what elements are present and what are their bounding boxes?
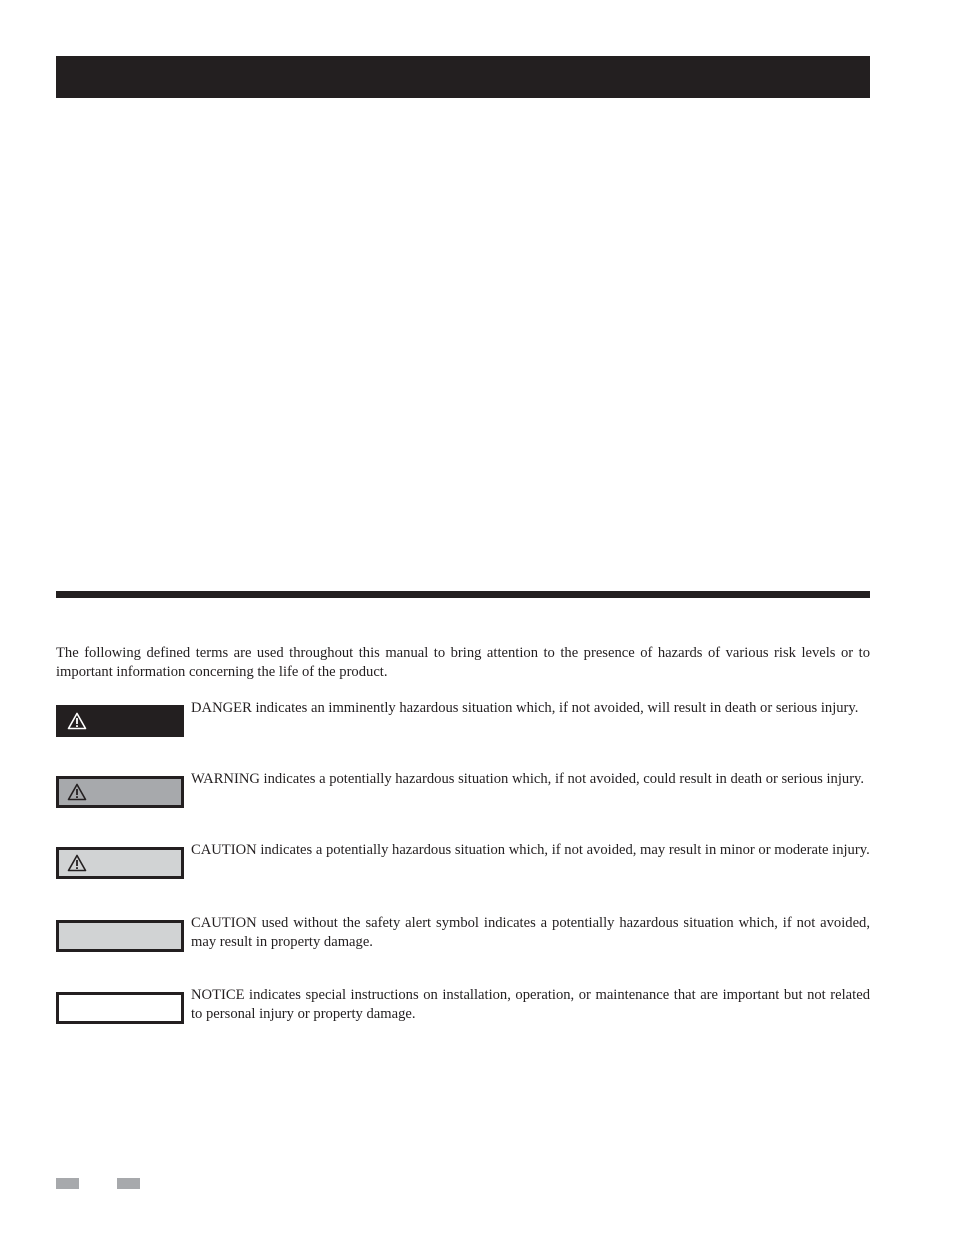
hazard-row-danger xyxy=(56,700,870,749)
notice-description: NOTICE indicates special instructions on installation, operation, or maintenance that are important but not related to personal injury or property damage. xyxy=(191,987,870,1022)
warning-description: WARNING indicates a potentially hazardous situation which, if not avoided, could result in death or serious injury. xyxy=(191,771,865,787)
footer-marker-left xyxy=(56,1178,79,1189)
danger-label-box xyxy=(56,705,184,737)
caution-label-box xyxy=(56,847,184,879)
hazard-row-caution-no-symbol xyxy=(56,915,870,964)
alert-triangle-icon xyxy=(67,712,87,730)
hazard-row-notice xyxy=(56,987,870,1036)
warning-label-box xyxy=(56,776,184,808)
alert-triangle-icon xyxy=(67,854,87,872)
intro-paragraph: The following defined terms are used throughout this manual to bring attention to the presence of hazards of various risk levels or to important information concerning the life of the product. xyxy=(56,645,870,680)
danger-description: DANGER indicates an imminently hazardous situation which, if not avoided, will result in death or serious injury. xyxy=(191,700,859,716)
hazard-row-warning xyxy=(56,771,870,820)
caution-plain-description: CAUTION used without the safety alert symbol indicates a potentially hazardous situation which, if not avoided, may result in property damage. xyxy=(191,915,870,950)
header-bar xyxy=(56,56,870,98)
footer-marker-right xyxy=(117,1178,140,1189)
hazard-row-caution xyxy=(56,842,870,891)
notice-label-box xyxy=(56,992,184,1024)
caution-plain-label-box xyxy=(56,920,184,952)
section-rule xyxy=(56,591,870,598)
alert-triangle-icon xyxy=(67,783,87,801)
caution-description: CAUTION indicates a potentially hazardous situation which, if not avoided, may result in minor or moderate injury. xyxy=(191,842,870,858)
